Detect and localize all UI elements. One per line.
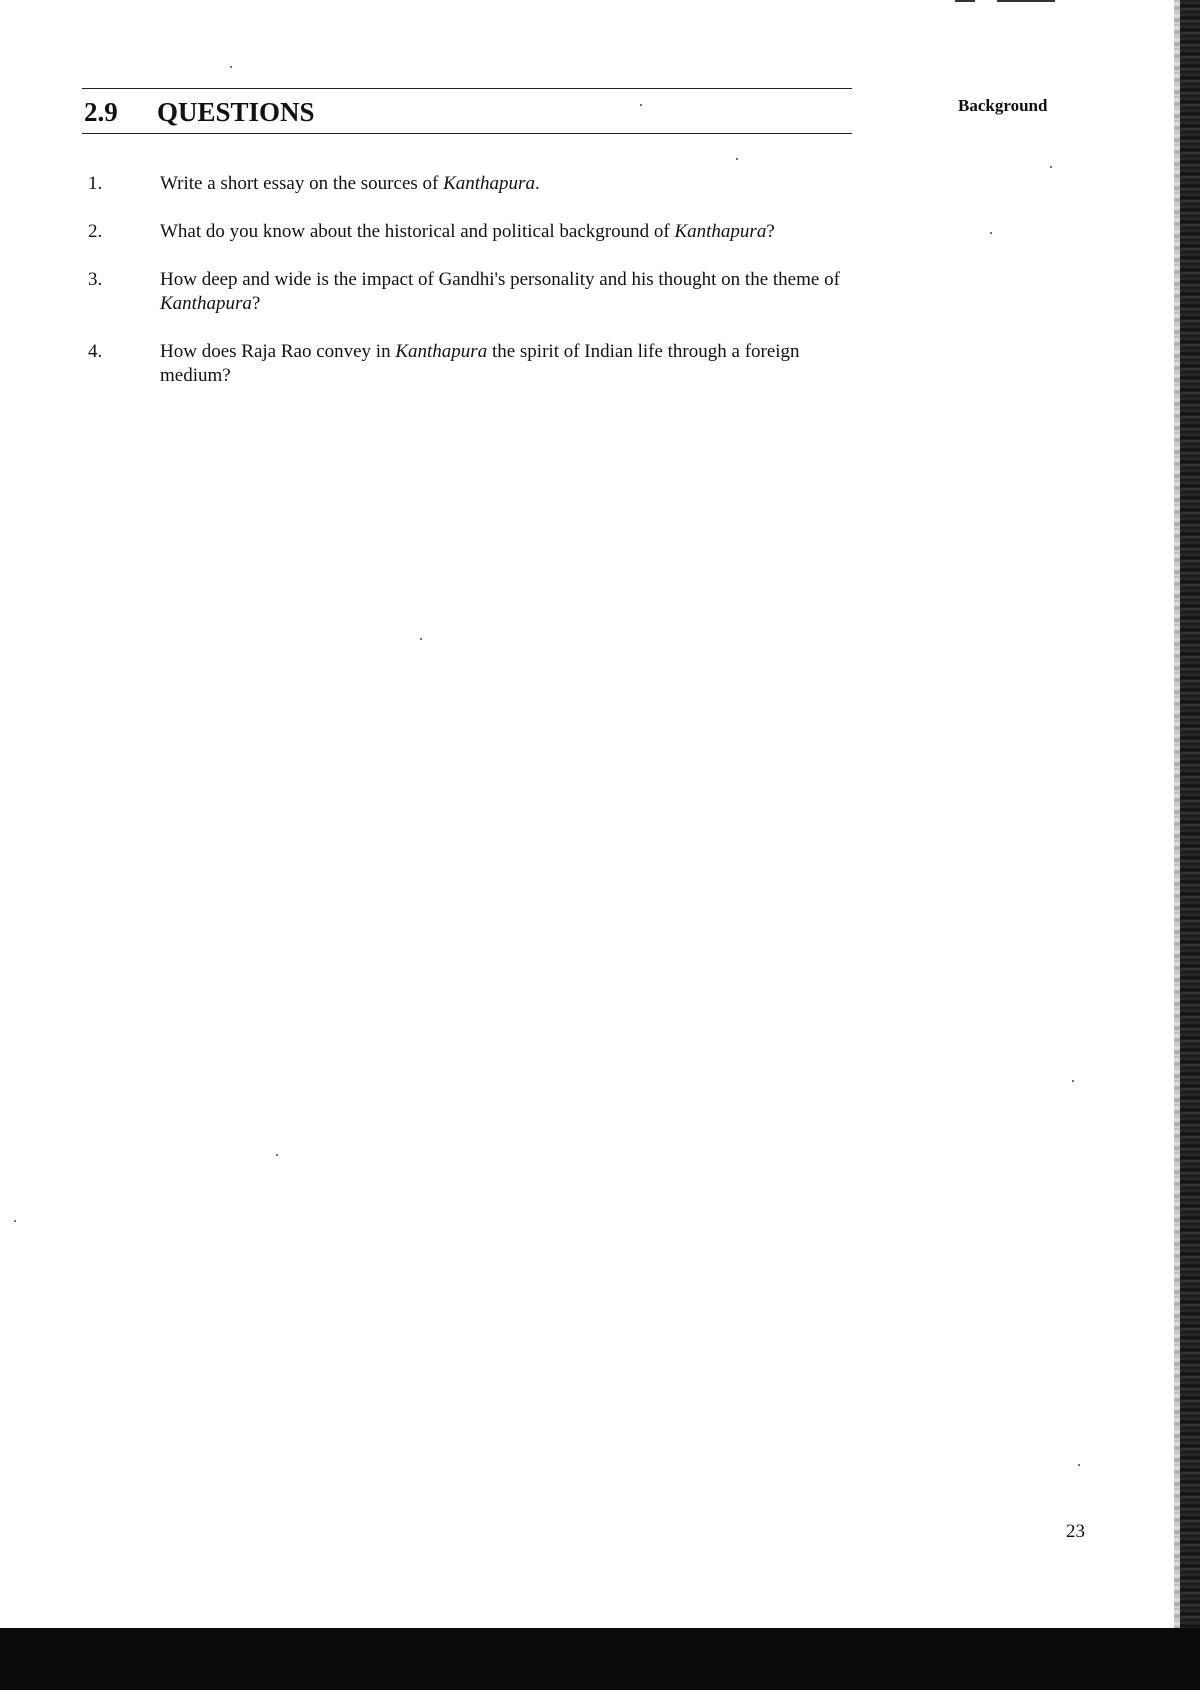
scan-speck bbox=[276, 1154, 278, 1156]
book-title: Kanthapura bbox=[674, 221, 767, 242]
scan-speck bbox=[1078, 1464, 1080, 1466]
section-title: QUESTIONS bbox=[157, 97, 315, 127]
scan-speck bbox=[14, 1220, 16, 1222]
question-item bbox=[88, 172, 858, 196]
scan-top-marks bbox=[955, 0, 1075, 2]
scan-edge-bottom bbox=[0, 1628, 1200, 1690]
question-list bbox=[88, 172, 858, 412]
scan-speck bbox=[420, 638, 422, 640]
scan-speck bbox=[990, 232, 992, 234]
page-number: 23 bbox=[1066, 1521, 1085, 1542]
section-header bbox=[82, 88, 852, 134]
question-item bbox=[88, 268, 858, 316]
question-number: 3. bbox=[88, 269, 103, 290]
book-title: Kanthapura bbox=[160, 293, 252, 314]
question-text: Write a short essay on the sources of Kanthapura. bbox=[160, 173, 540, 194]
question-item bbox=[88, 220, 858, 244]
scan-speck bbox=[1072, 1080, 1074, 1082]
question-number: 1. bbox=[88, 173, 103, 194]
running-head: Background bbox=[958, 96, 1048, 115]
scan-speck bbox=[736, 158, 738, 160]
book-title: Kanthapura bbox=[443, 173, 535, 194]
scan-speck bbox=[1050, 166, 1052, 168]
question-item bbox=[88, 340, 858, 388]
question-text: What do you know about the historical and political background of Kanthapura? bbox=[160, 221, 775, 242]
scan-speck bbox=[640, 104, 642, 106]
scan-edge-right bbox=[1180, 0, 1200, 1690]
scan-speck bbox=[230, 66, 232, 68]
book-title: Kanthapura bbox=[395, 341, 488, 362]
question-number: 2. bbox=[88, 221, 103, 242]
section-number: 2.9 bbox=[84, 97, 118, 127]
question-text: How deep and wide is the impact of Gandhi's personality and his thought on the theme of Kanthapura? bbox=[160, 269, 840, 314]
question-text: How does Raja Rao convey in Kanthapura the spirit of Indian life through a foreign medium? bbox=[160, 341, 800, 386]
question-number: 4. bbox=[88, 341, 103, 362]
